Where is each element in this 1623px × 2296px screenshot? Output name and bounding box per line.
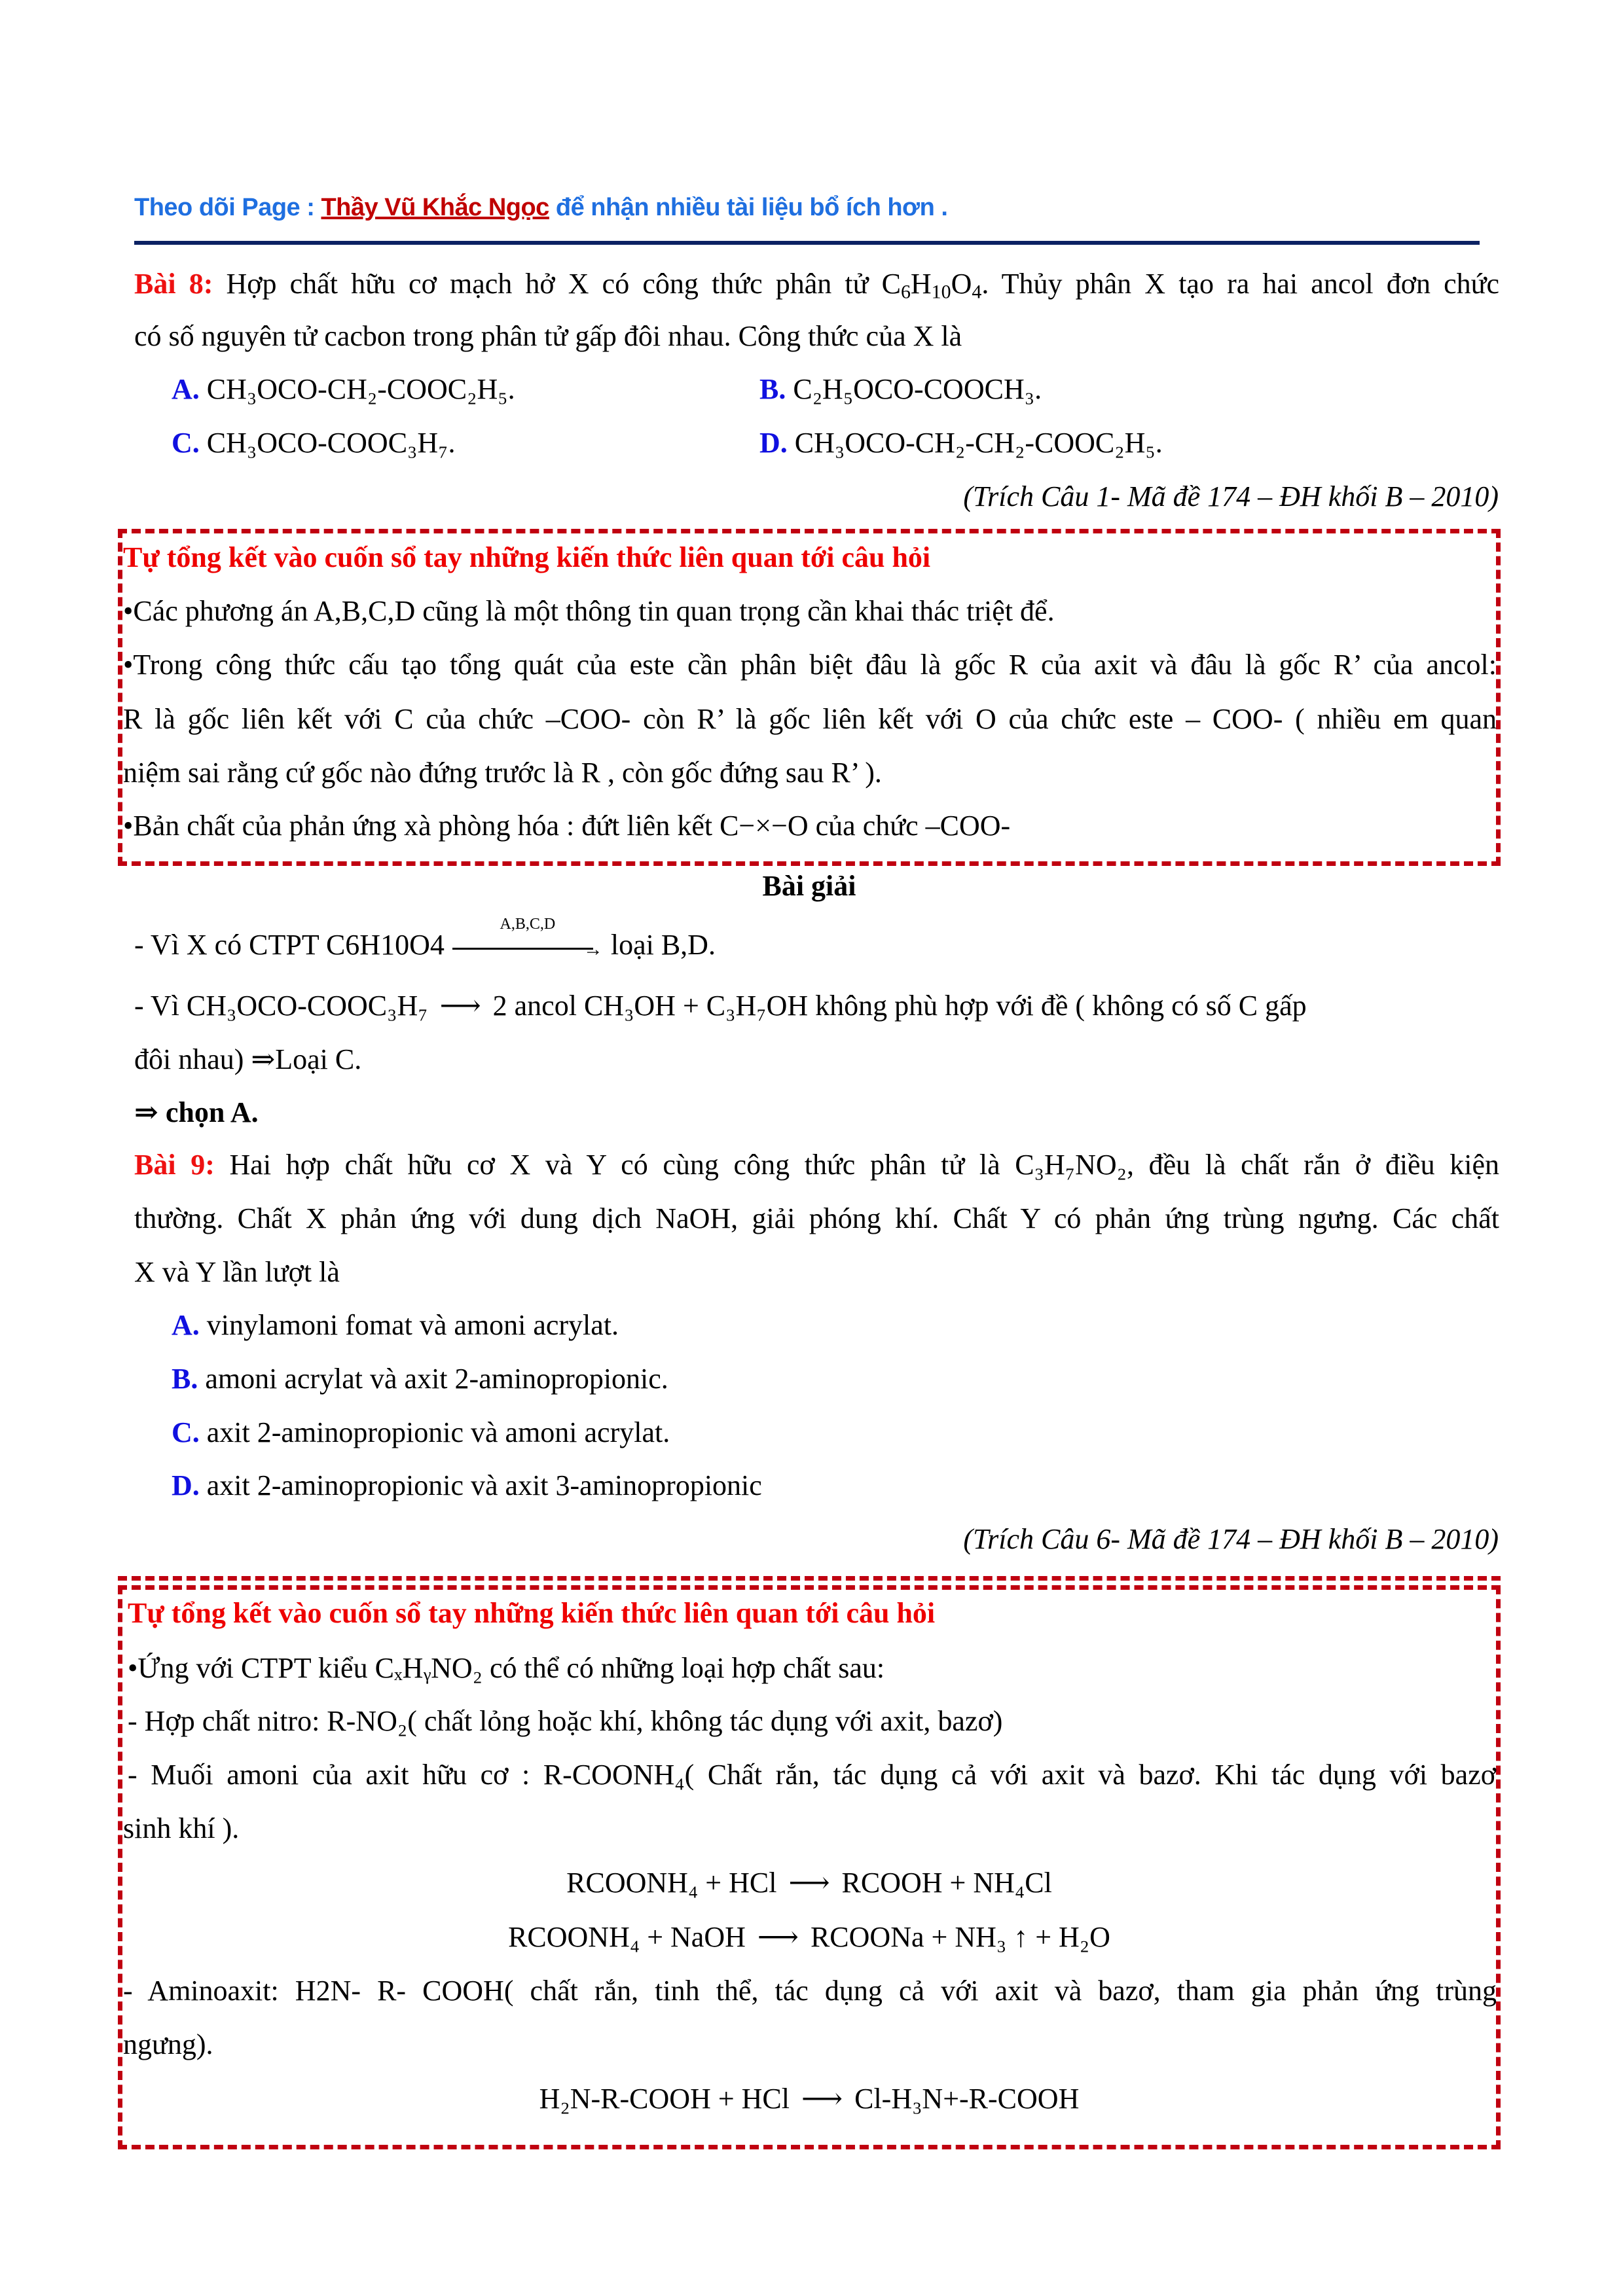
option-text: CH₃OCO-CH₂-CH₂-COOC₂H₅. — [794, 427, 1163, 459]
eq3-right: Cl-H₃N+-R-COOH — [854, 2083, 1080, 2115]
bai8-question-line1 — [134, 268, 1499, 303]
equation-1 — [118, 1869, 1501, 1897]
option-text: axit 2-aminopropionic và amoni acrylat. — [206, 1416, 670, 1448]
eq2-right: RCOONa + NH₃ ↑ + H₂O — [810, 1921, 1110, 1953]
bai8-option-a[interactable] — [172, 375, 515, 404]
summary-box-1-line4: niệm sai rằng cứ gốc nào đứng trước là R , còn gốc đứng sau R’ ). — [123, 757, 882, 789]
header-rule — [134, 241, 1480, 245]
page-header — [134, 194, 947, 222]
eq1-right: RCOOH + NH₄Cl — [841, 1867, 1052, 1899]
option-text: CH₃OCO-CH₂-COOC₂H₅. — [206, 373, 515, 405]
summary-box-2-line1: •Ứng với CTPT kiểu CₓHᵧNO₂ có thể có những loại hợp chất sau: — [128, 1652, 885, 1684]
summary-box-1-line3: R là gốc liên kết với C của chức –COO- còn R’ là gốc liên kết với O của chức este – COO- ( nhiều em quan — [123, 703, 1497, 735]
solution-line3: đôi nhau) ⇒Loại C. — [134, 1043, 362, 1075]
reaction-arrow — [452, 915, 603, 962]
option-text: C₂H₅OCO-COOCH₃. — [793, 373, 1042, 405]
bai8-question-line2: có số nguyên tử cacbon trong phân tử gấp đôi nhau. Công thức của X là — [134, 320, 962, 352]
solution-line1-result: loại B,D. — [610, 929, 716, 961]
summary-box-2-line6: ngưng). — [123, 2028, 213, 2060]
bai8-option-c[interactable] — [172, 429, 456, 457]
bai9-text: Hai hợp chất hữu cơ X và Y có cùng công thức phân tử là C₃H₇NO₂, đều là chất rắn ở điều kiện — [214, 1149, 1499, 1181]
bai9-option-c[interactable] — [172, 1418, 670, 1447]
solution-line1-text: - Vì X có CTPT C6H10O4 — [134, 929, 445, 961]
equation-3 — [118, 2085, 1501, 2113]
solution-line2-text: - Vì CH₃OCO-COOC₃H₇ — [134, 990, 428, 1022]
option-text: CH₃OCO-COOC₃H₇. — [206, 427, 456, 459]
bai8-text-a: Hợp chất hữu cơ mạch hở X có công thức phân tử C — [213, 268, 901, 300]
eq3-left: H₂N-R-COOH + HCl — [539, 2083, 790, 2115]
option-text: vinylamoni fomat và amoni acrylat. — [206, 1309, 619, 1341]
summary-box-2-top-rule — [118, 1576, 1501, 1585]
bai8-text-b: H — [910, 268, 932, 300]
eq1-left: RCOONH₄ + HCl — [566, 1867, 777, 1899]
bai8-option-d[interactable] — [759, 429, 1163, 457]
option-label: D. — [172, 1469, 200, 1501]
solution-line2 — [134, 992, 1307, 1020]
solution-line1 — [134, 915, 716, 962]
sub: 6 — [900, 281, 911, 303]
option-label: A. — [172, 1309, 200, 1341]
arrow-shaft — [452, 948, 593, 950]
summary-box-1-line2: •Trong công thức cấu tạo tổng quát của este cần phân biệt đâu là gốc R của axit và đâu là gốc R’ của ancol: — [123, 649, 1497, 681]
option-label: B. — [172, 1363, 198, 1395]
header-prefix: Theo dõi Page : — [134, 194, 321, 221]
summary-box-2-line4: sinh khí ). — [123, 1812, 240, 1844]
solution-title: Bài giải — [762, 870, 856, 902]
bai9-question-line2: thường. Chất X phản ứng với dung dịch NaOH, giải phóng khí. Chất Y có phản ứng trùng ngưng. Các chất — [134, 1202, 1499, 1234]
option-label: A. — [172, 373, 200, 405]
option-label: C. — [172, 427, 200, 459]
bai9-question-line1 — [134, 1151, 1499, 1179]
solution-conclusion: ⇒ chọn A. — [134, 1096, 259, 1128]
bai8-text-d: . Thủy phân X tạo ra hai ancol đơn chức — [981, 268, 1499, 300]
header-suffix: để nhận nhiều tài liệu bổ ích hơn . — [549, 194, 948, 221]
bai9-source: (Trích Câu 6- Mã đề 174 – ĐH khối B – 2010) — [963, 1523, 1499, 1555]
option-label: B. — [759, 373, 786, 405]
option-text: amoni acrylat và axit 2-aminopropionic. — [205, 1363, 668, 1395]
long-arrow-icon: ⟶ — [439, 990, 481, 1022]
long-arrow-icon: ⟶ — [757, 1921, 799, 1953]
bai8-text-c: O — [951, 268, 972, 300]
summary-box-2-line3: - Muối amoni của axit hữu cơ : R-COONH₄( Chất rắn, tác dụng cả với axit và bazơ. Khi tác dụng với bazơ — [128, 1759, 1496, 1791]
bai8-option-b[interactable] — [759, 375, 1042, 404]
long-arrow-icon: ⟶ — [788, 1867, 830, 1899]
arrow-label: A,B,C,D — [500, 915, 556, 933]
teacher-page-link[interactable]: Thầy Vũ Khắc Ngọc — [321, 194, 549, 221]
bai8-label: Bài 8: — [134, 268, 213, 300]
bai9-label: Bài 9: — [134, 1149, 215, 1181]
bai9-option-b[interactable] — [172, 1365, 668, 1393]
bai8-source: (Trích Câu 1- Mã đề 174 – ĐH khối B – 2010) — [963, 480, 1499, 512]
eq2-left: RCOONH₄ + NaOH — [508, 1921, 746, 1953]
summary-box-1-title: Tự tổng kết vào cuốn sổ tay những kiến thức liên quan tới câu hỏi — [123, 541, 931, 573]
sub: 4 — [972, 281, 982, 303]
solution-line2-result: 2 ancol CH₃OH + C₃H₇OH không phù hợp với đề ( không có số C gấp — [492, 990, 1307, 1022]
summary-box-1-line5: •Bản chất của phản ứng xà phòng hóa : đứt liên kết C−×−O của chức –COO- — [123, 810, 1011, 842]
long-arrow-icon: ⟶ — [801, 2083, 843, 2115]
summary-box-1-line1: •Các phương án A,B,C,D cũng là một thông tin quan trọng cần khai thác triệt để. — [123, 595, 1055, 627]
summary-box-2-line2: - Hợp chất nitro: R-NO₂( chất lỏng hoặc khí, không tác dụng với axit, bazơ) — [128, 1705, 1003, 1737]
equation-2 — [118, 1923, 1501, 1952]
option-label: C. — [172, 1416, 200, 1448]
option-label: D. — [759, 427, 788, 459]
bai9-question-line3: X và Y lần lượt là — [134, 1256, 340, 1288]
bai9-option-a[interactable] — [172, 1311, 619, 1340]
arrow-head-icon: → — [583, 938, 603, 960]
sub: 10 — [931, 281, 951, 303]
bai9-option-d[interactable] — [172, 1471, 762, 1500]
summary-box-2-title: Tự tổng kết vào cuốn sổ tay những kiến thức liên quan tới câu hỏi — [128, 1597, 936, 1629]
option-text: axit 2-aminopropionic và axit 3-aminopropionic — [206, 1469, 762, 1501]
summary-box-2-line5: - Aminoaxit: H2N- R- COOH( chất rắn, tinh thể, tác dụng cả với axit và bazơ, tham gia phản ứng trùng — [123, 1975, 1497, 2007]
